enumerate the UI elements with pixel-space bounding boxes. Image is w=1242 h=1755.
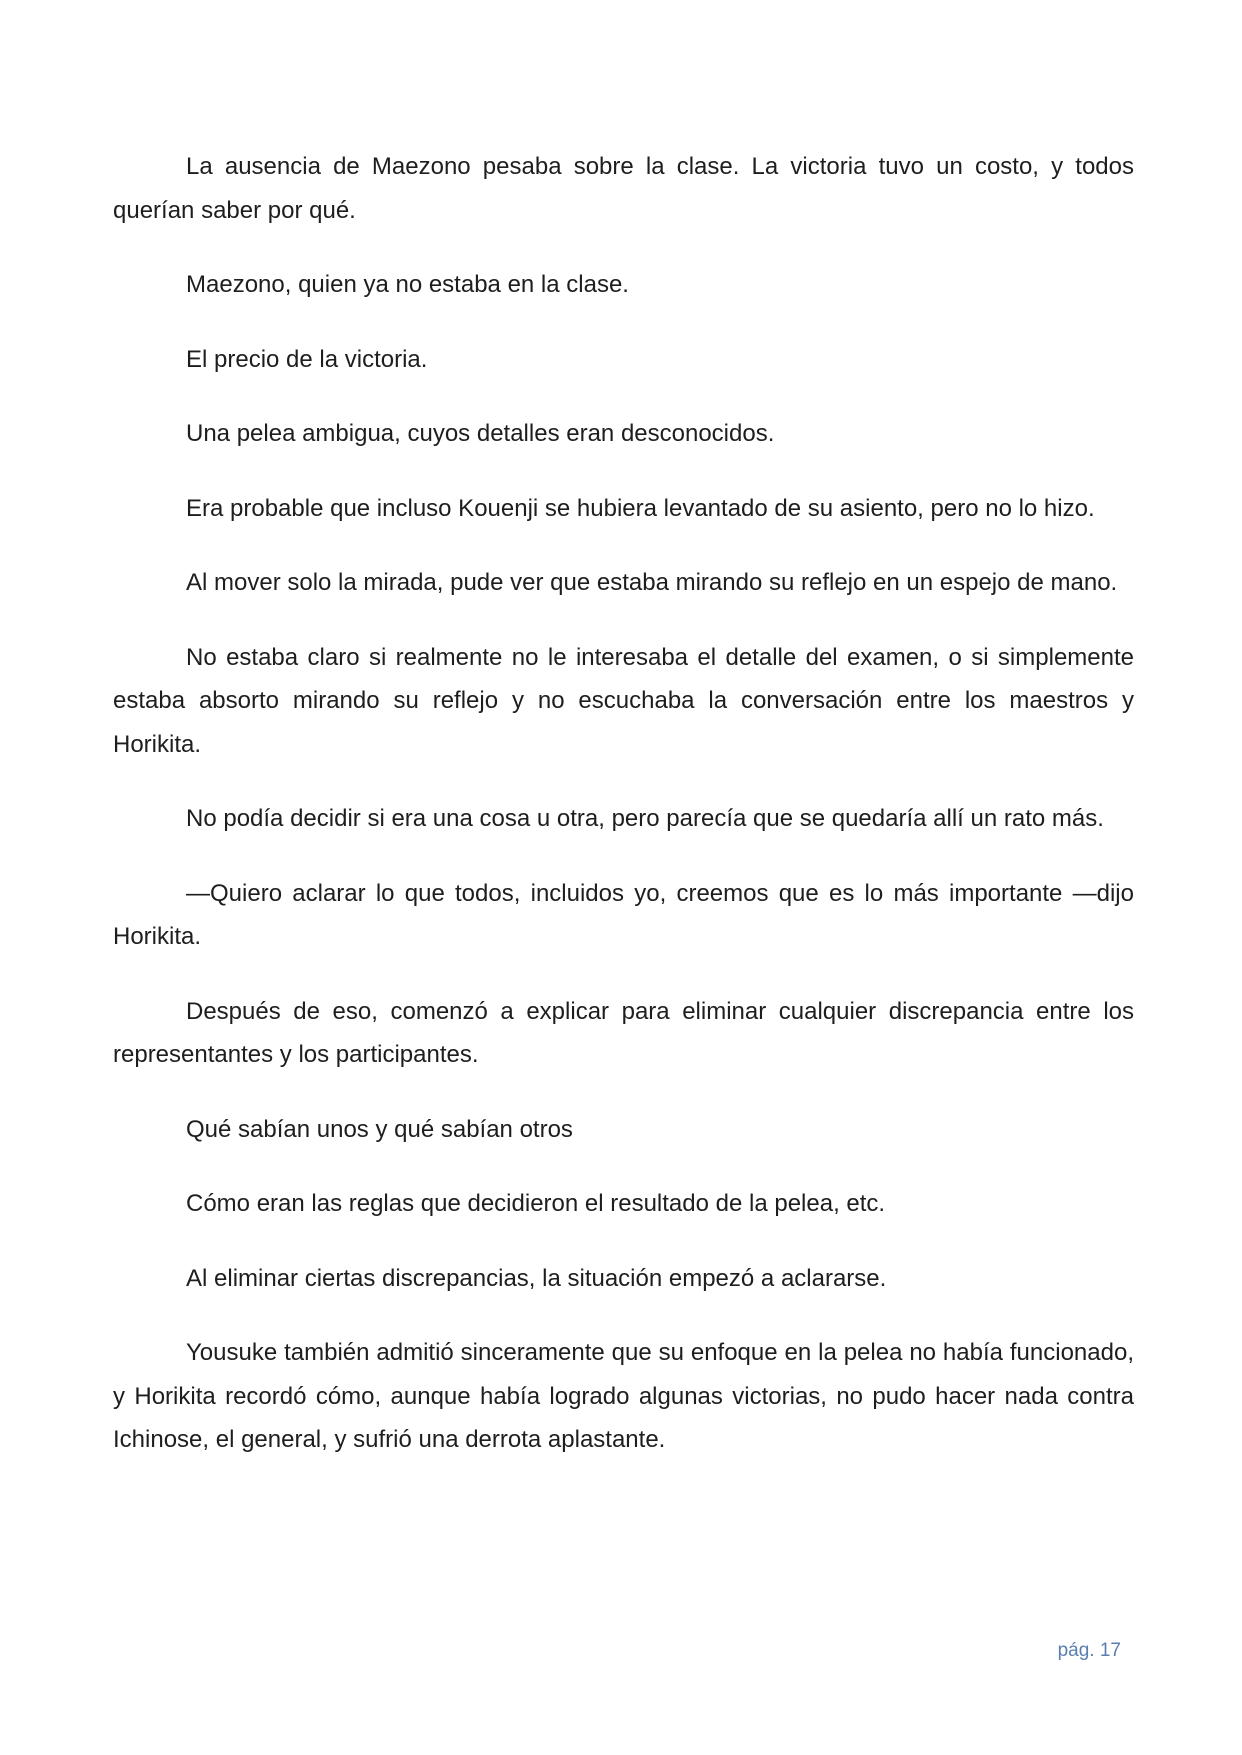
body-text — [113, 145, 1134, 1493]
paragraph: Qué sabían unos y qué sabían otros — [186, 1115, 573, 1143]
paragraph: Al eliminar ciertas discrepancias, la situación empezó a aclararse. — [186, 1264, 887, 1292]
paragraph: —Quiero aclarar lo que todos, incluidos yo, creemos que es lo más importante —dijo Horikita. — [113, 879, 1134, 950]
paragraph: Una pelea ambigua, cuyos detalles eran desconocidos. — [186, 420, 775, 447]
paragraph: Maezono, quien ya no estaba en la clase. — [186, 271, 629, 298]
paragraph: Yousuke también admitió sinceramente que su enfoque en la pelea no había funcionado, y Horikita recordó cómo, aunque había logrado algunas victorias, no pudo hacer nada contra Ichinose, el general, y sufrió una derrota aplastante. — [113, 1339, 1134, 1453]
paragraph: Al mover solo la mirada, pude ver que estaba mirando su reflejo en un espejo de mano. — [186, 569, 1118, 596]
paragraph: No podía decidir si era una cosa u otra, pero parecía que se quedaría allí un rato más. — [186, 805, 1104, 832]
page-number: pág. 17 — [1057, 1640, 1121, 1661]
paragraph: Después de eso, comenzó a explicar para eliminar cualquier discrepancia entre los representantes y los participantes. — [113, 997, 1134, 1068]
paragraph: No estaba claro si realmente no le interesaba el detalle del examen, o si simplemente estaba absorto mirando su reflejo y no escuchaba la conversación entre los maestros y Horikita. — [113, 643, 1134, 758]
paragraph: El precio de la victoria. — [186, 345, 428, 373]
paragraph: La ausencia de Maezono pesaba sobre la clase. La victoria tuvo un costo, y todos querían saber por qué. — [113, 153, 1134, 224]
paragraph: Cómo eran las reglas que decidieron el resultado de la pelea, etc. — [186, 1190, 886, 1217]
paragraph: Era probable que incluso Kouenji se hubiera levantado de su asiento, pero no lo hizo. — [186, 494, 1095, 522]
